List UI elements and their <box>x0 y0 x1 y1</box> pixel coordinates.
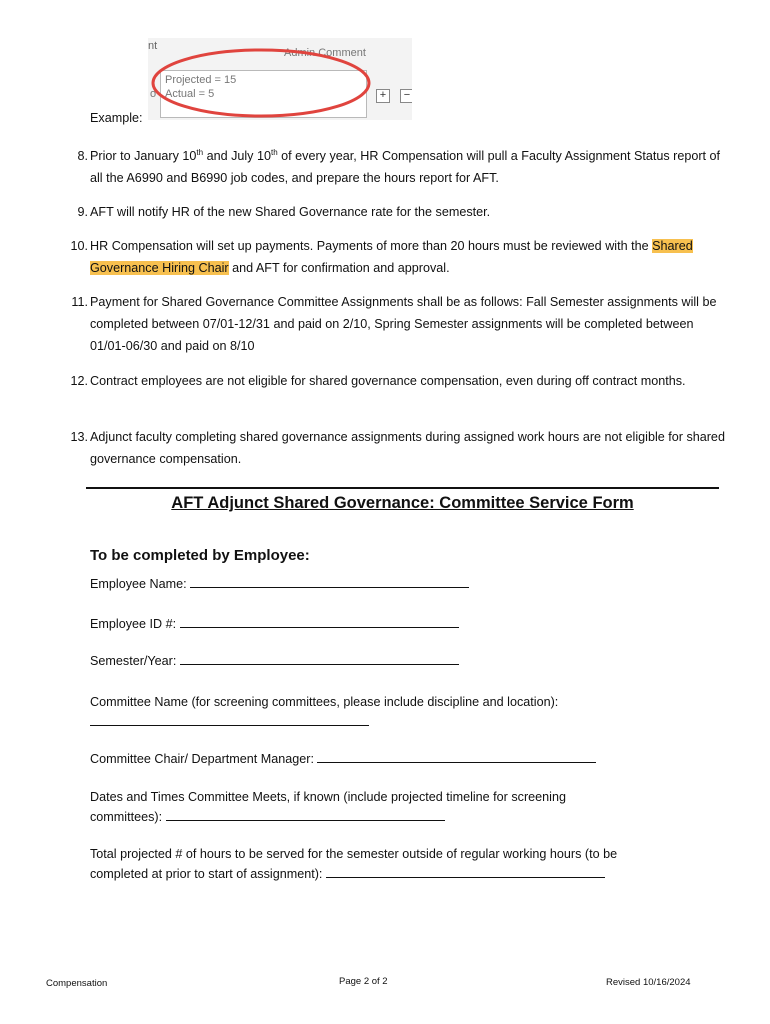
section-heading: To be completed by Employee: <box>90 547 310 564</box>
form-title: AFT Adjunct Shared Governance: Committee Service Form <box>171 494 634 512</box>
list-item-11 <box>66 291 726 357</box>
list-item-13 <box>66 426 726 470</box>
total-hours-label-2: completed at prior to start of assignment): <box>90 867 323 881</box>
semester-year-field <box>90 651 459 671</box>
snippet-cut-label: nt <box>148 40 158 52</box>
list-number: 12. <box>70 374 88 388</box>
list-text: Prior to January 10th and July 10th of every year, HR Compensation will pull a Faculty Assignment Status report of all the A6990 and B6990 job codes, and prepare the hours report for AFT. <box>90 148 721 185</box>
committee-name-field <box>90 693 558 732</box>
committee-name-blank[interactable] <box>90 712 369 726</box>
example-screenshot <box>148 38 412 120</box>
list-number: 8. <box>77 149 88 163</box>
list-number: 9. <box>77 205 88 219</box>
highlighted-text: Shared Governance Hiring Chair <box>90 239 693 275</box>
page-number: Page 2 of 2 <box>339 976 388 987</box>
admin-comment-label: Admin Comment <box>284 47 366 59</box>
actual-line: Actual = 5 <box>165 88 215 100</box>
committee-chair-blank[interactable] <box>317 749 596 763</box>
employee-id-blank[interactable] <box>180 614 459 628</box>
list-number: 10. <box>70 239 88 253</box>
employee-name-field <box>90 574 469 594</box>
section-divider <box>86 487 719 489</box>
committee-chair-label: Committee Chair/ Department Manager: <box>90 752 314 766</box>
example-label: Example: <box>90 111 143 125</box>
dates-times-blank[interactable] <box>166 807 445 821</box>
dates-times-field <box>90 788 566 827</box>
highlight-oval <box>148 38 412 120</box>
employee-name-blank[interactable] <box>190 574 469 588</box>
list-text: Adjunct faculty completing shared governance assignments during assigned work hours are not eligible for shared governance compensation. <box>90 430 725 466</box>
total-hours-blank[interactable] <box>326 864 605 878</box>
total-hours-field <box>90 845 617 884</box>
projected-line: Projected = 15 <box>165 74 237 86</box>
list-number: 13. <box>70 430 88 444</box>
semester-year-label: Semester/Year: <box>90 654 177 668</box>
dates-times-label: Dates and Times Committee Meets, if known (include projected timeline for screening <box>90 790 566 804</box>
employee-id-label: Employee ID #: <box>90 617 177 631</box>
list-text: AFT will notify HR of the new Shared Governance rate for the semester. <box>90 205 491 219</box>
revision-date: Revised 10/16/2024 <box>606 977 691 988</box>
list-item-12 <box>66 370 726 392</box>
list-text: Contract employees are not eligible for shared governance compensation, even during off contract months. <box>90 374 686 388</box>
employee-id-field <box>90 614 459 634</box>
total-hours-label: Total projected # of hours to be served for the semester outside of regular working hours (to be <box>90 847 618 861</box>
list-number: 11. <box>71 295 88 309</box>
committee-chair-field <box>90 749 596 769</box>
dates-times-label-2: committees): <box>90 810 163 824</box>
footer-left: Compensation <box>46 978 108 989</box>
list-text: HR Compensation will set up payments. Payments of more than 20 hours must be reviewed with the Shared Governance Hiring Chair and AFT for confirmation and approval. <box>90 239 693 275</box>
list-item-9 <box>66 201 726 223</box>
list-text: Payment for Shared Governance Committee Assignments shall be as follows: Fall Semester assignments will be completed between 07/01-12/31 and paid on 2/10, Spring Semester assignments will be completed between 01/01-06/30 and paid on 8/10 <box>90 295 717 353</box>
committee-name-label: Committee Name (for screening committees, please include discipline and location): <box>90 695 559 709</box>
list-item-8 <box>66 145 726 189</box>
minus-icon: − <box>400 89 412 103</box>
list-item-10 <box>66 235 726 279</box>
employee-name-label: Employee Name: <box>90 577 187 591</box>
snippet-cut-char: o <box>150 88 157 100</box>
semester-year-blank[interactable] <box>180 651 459 665</box>
plus-icon: + <box>376 89 390 103</box>
